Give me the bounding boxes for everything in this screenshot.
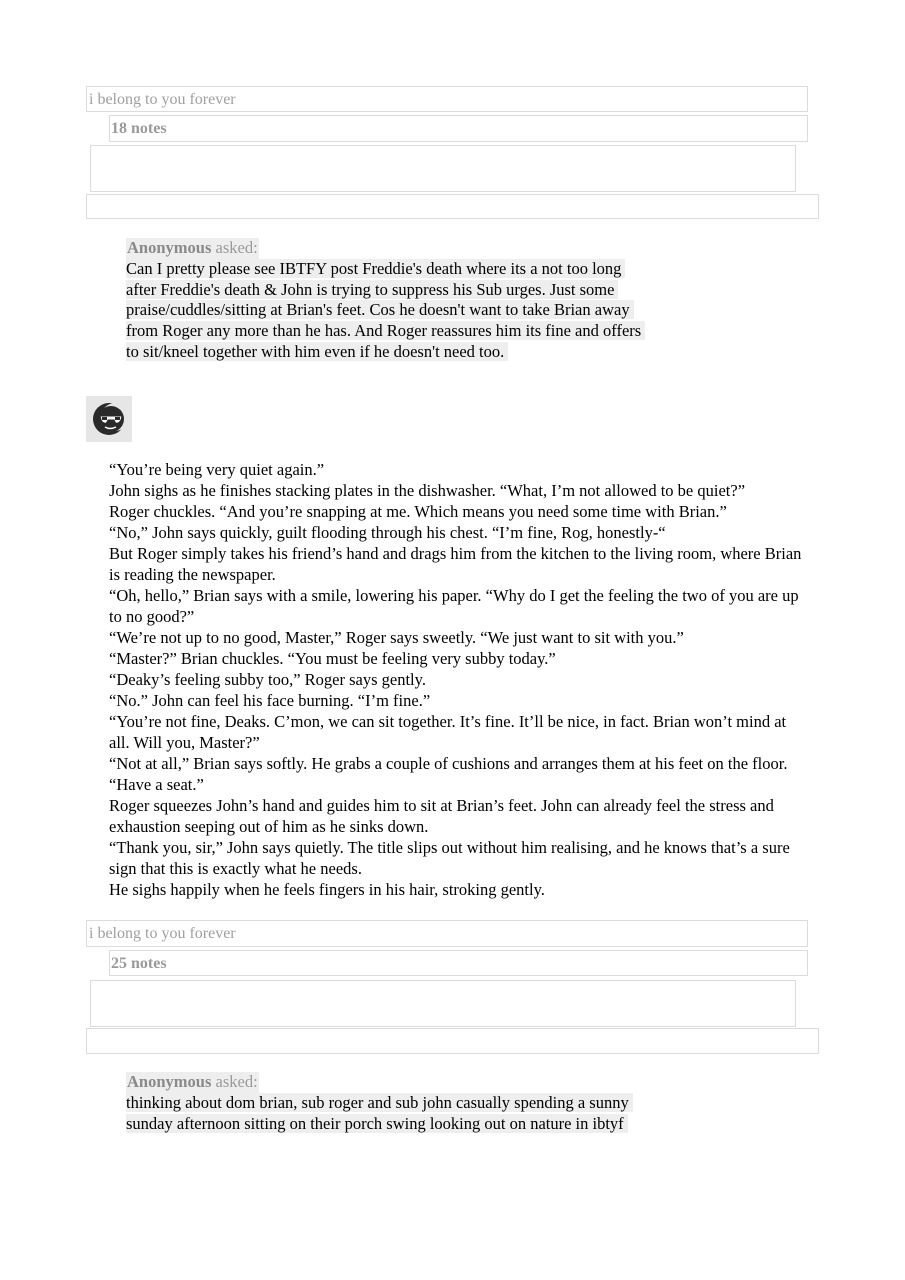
post-divider-bar	[86, 194, 819, 219]
story-paragraph: He sighs happily when he feels fingers in his hair, stroking gently.	[109, 880, 545, 899]
notes-count[interactable]: 25 notes	[111, 955, 167, 972]
ask-block	[126, 238, 645, 363]
ask-header	[126, 238, 259, 259]
story-paragraph: Roger squeezes John’s hand and guides him to sit at Brian’s feet. John can already feel the stress and exhaustion seeping out of him as he sinks down.	[109, 796, 774, 836]
asked-label: asked:	[215, 238, 258, 257]
ask-question	[126, 259, 645, 363]
ask-question-line: thinking about dom brian, sub roger and sub john casually spending a sunny	[126, 1093, 633, 1112]
ask-question-line: from Roger any more than he has. And Roger reassures him its fine and offers	[126, 321, 645, 340]
story-paragraph: “You’re being very quiet again.”	[109, 460, 325, 479]
story-paragraph: “Deaky’s feeling subby too,” Roger says gently.	[109, 670, 426, 689]
story-paragraph: “Not at all,” Brian says softly. He grabs a couple of cushions and arranges them at his feet on the floor. “Have a seat.”	[109, 754, 788, 794]
story-paragraph: “Thank you, sir,” John says quietly. The title slips out without him realising, and he knows that’s a sure sign that this is exactly what he needs.	[109, 838, 790, 878]
avatar[interactable]	[86, 396, 132, 442]
ask-header	[126, 1072, 259, 1093]
asker-name[interactable]: Anonymous	[127, 238, 212, 257]
story-paragraph: “Master?” Brian chuckles. “You must be feeling very subby today.”	[109, 649, 556, 668]
post-tag[interactable]: i belong to you forever	[89, 91, 236, 108]
story-paragraph: But Roger simply takes his friend’s hand and drags him from the kitchen to the living room, where Brian is reading the newspaper.	[109, 544, 802, 584]
ask-question-line: to sit/kneel together with him even if he doesn't need too.	[126, 342, 508, 361]
ask-question-line: sunday afternoon sitting on their porch swing looking out on nature in ibtyf	[126, 1114, 628, 1133]
story-paragraph: John sighs as he finishes stacking plates in the dishwasher. “What, I’m not allowed to be quiet?”	[109, 481, 746, 500]
story-paragraph: “We’re not up to no good, Master,” Roger says sweetly. “We just want to sit with you.”	[109, 628, 684, 647]
story-paragraph: Roger chuckles. “And you’re snapping at me. Which means you need some time with Brian.”	[109, 502, 727, 521]
story-paragraph: “No,” John says quickly, guilt flooding through his chest. “I’m fine, Rog, honestly-“	[109, 523, 666, 542]
notes-bar	[109, 115, 808, 142]
post-footer-panel	[90, 980, 796, 1027]
ask-question	[126, 1093, 633, 1135]
asked-label: asked:	[215, 1072, 258, 1091]
ask-question-line: after Freddie's death & John is trying to suppress his Sub urges. Just some	[126, 280, 618, 299]
asker-name[interactable]: Anonymous	[127, 1072, 212, 1091]
notes-bar	[109, 950, 808, 976]
post-divider-bar	[86, 1028, 819, 1054]
sunglasses-moon-face-icon	[86, 396, 132, 442]
ask-question-line: Can I pretty please see IBTFY post Freddie's death where its a not too long	[126, 259, 625, 278]
post-tag[interactable]: i belong to you forever	[89, 925, 236, 942]
notes-count[interactable]: 18 notes	[111, 120, 167, 137]
post-body	[109, 459, 809, 900]
ask-question-line: praise/cuddles/sitting at Brian's feet. Cos he doesn't want to take Brian away	[126, 300, 634, 319]
story-paragraph: “Oh, hello,” Brian says with a smile, lowering his paper. “Why do I get the feeling the two of you are up to no good?”	[109, 586, 799, 626]
story-paragraph: “You’re not fine, Deaks. C’mon, we can sit together. It’s fine. It’ll be nice, in fact. Brian won’t mind at all. Will you, Master?”	[109, 712, 787, 752]
post-footer-panel	[90, 145, 796, 192]
story-paragraph: “No.” John can feel his face burning. “I’m fine.”	[109, 691, 431, 710]
ask-block	[126, 1072, 633, 1134]
